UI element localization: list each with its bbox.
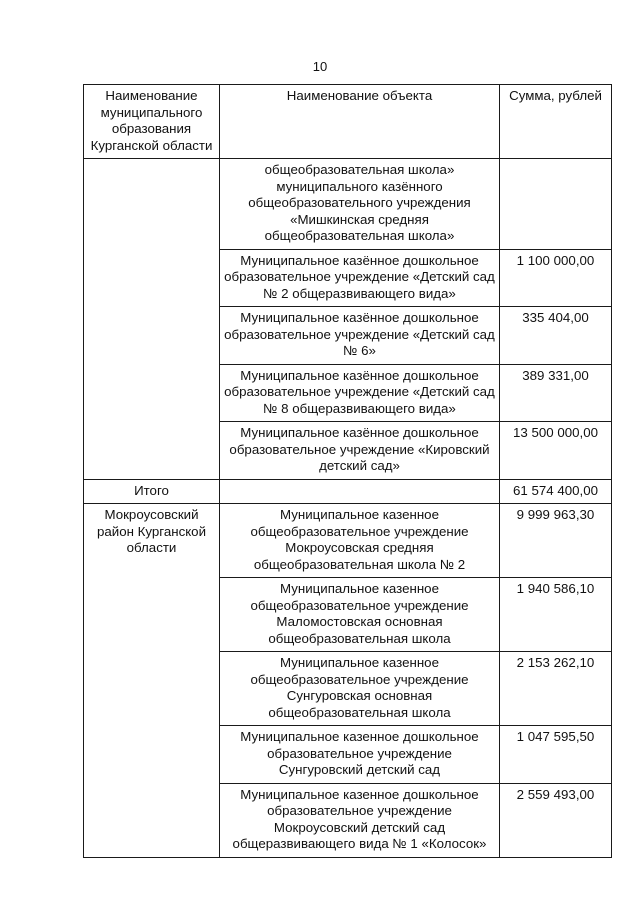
header-municipality: Наименование муниципального образования Курганской области bbox=[84, 85, 220, 159]
sum-cell: 2 559 493,00 bbox=[500, 783, 612, 857]
object-cell: Муниципальное казенное общеобразовательное учреждение Мокроусовская средняя общеобразовательная школа № 2 bbox=[220, 504, 500, 578]
header-object: Наименование объекта bbox=[220, 85, 500, 159]
sum-cell: 2 153 262,10 bbox=[500, 652, 612, 726]
object-cell: Муниципальное казённое дошкольное образовательное учреждение «Кировский детский сад» bbox=[220, 422, 500, 480]
object-cell: Муниципальное казенное общеобразовательное учреждение Маломостовская основная общеобразовательная школа bbox=[220, 578, 500, 652]
municipality-cell bbox=[84, 159, 220, 480]
table-row bbox=[84, 159, 612, 250]
sum-cell: 1 100 000,00 bbox=[500, 249, 612, 307]
object-cell: Муниципальное казённое дошкольное образовательное учреждение «Детский сад № 2 общеразвивающего вида» bbox=[220, 249, 500, 307]
table-header-row bbox=[84, 85, 612, 159]
page-number: 10 bbox=[312, 59, 328, 74]
sum-cell: 1 047 595,50 bbox=[500, 726, 612, 784]
sum-cell: 13 500 000,00 bbox=[500, 422, 612, 480]
object-cell: Муниципальное казённое дошкольное образовательное учреждение «Детский сад № 8 общеразвивающего вида» bbox=[220, 364, 500, 422]
table-row bbox=[84, 504, 612, 578]
total-label: Итого bbox=[84, 479, 220, 504]
sum-cell: 1 940 586,10 bbox=[500, 578, 612, 652]
total-row bbox=[84, 479, 612, 504]
object-cell: общеобразовательная школа» муниципального казённого общеобразовательного учреждения «Мишкинская средняя общеобразовательная школа» bbox=[220, 159, 500, 250]
total-object-cell bbox=[220, 479, 500, 504]
object-cell: Муниципальное казенное общеобразовательное учреждение Сунгуровская основная общеобразовательная школа bbox=[220, 652, 500, 726]
object-cell: Муниципальное казенное дошкольное образовательное учреждение Мокроусовский детский сад общеразвивающего вида № 1 «Колосок» bbox=[220, 783, 500, 857]
object-cell: Муниципальное казенное дошкольное образовательное учреждение Сунгуровский детский сад bbox=[220, 726, 500, 784]
sum-cell: 389 331,00 bbox=[500, 364, 612, 422]
sum-cell: 9 999 963,30 bbox=[500, 504, 612, 578]
total-sum: 61 574 400,00 bbox=[500, 479, 612, 504]
sum-cell bbox=[500, 159, 612, 250]
header-sum: Сумма, рублей bbox=[500, 85, 612, 159]
sum-cell: 335 404,00 bbox=[500, 307, 612, 365]
object-cell: Муниципальное казённое дошкольное образовательное учреждение «Детский сад № 6» bbox=[220, 307, 500, 365]
funding-table bbox=[83, 84, 612, 858]
municipality-cell-mokrousovsky: Мокроусовский район Курганской области bbox=[84, 504, 220, 858]
